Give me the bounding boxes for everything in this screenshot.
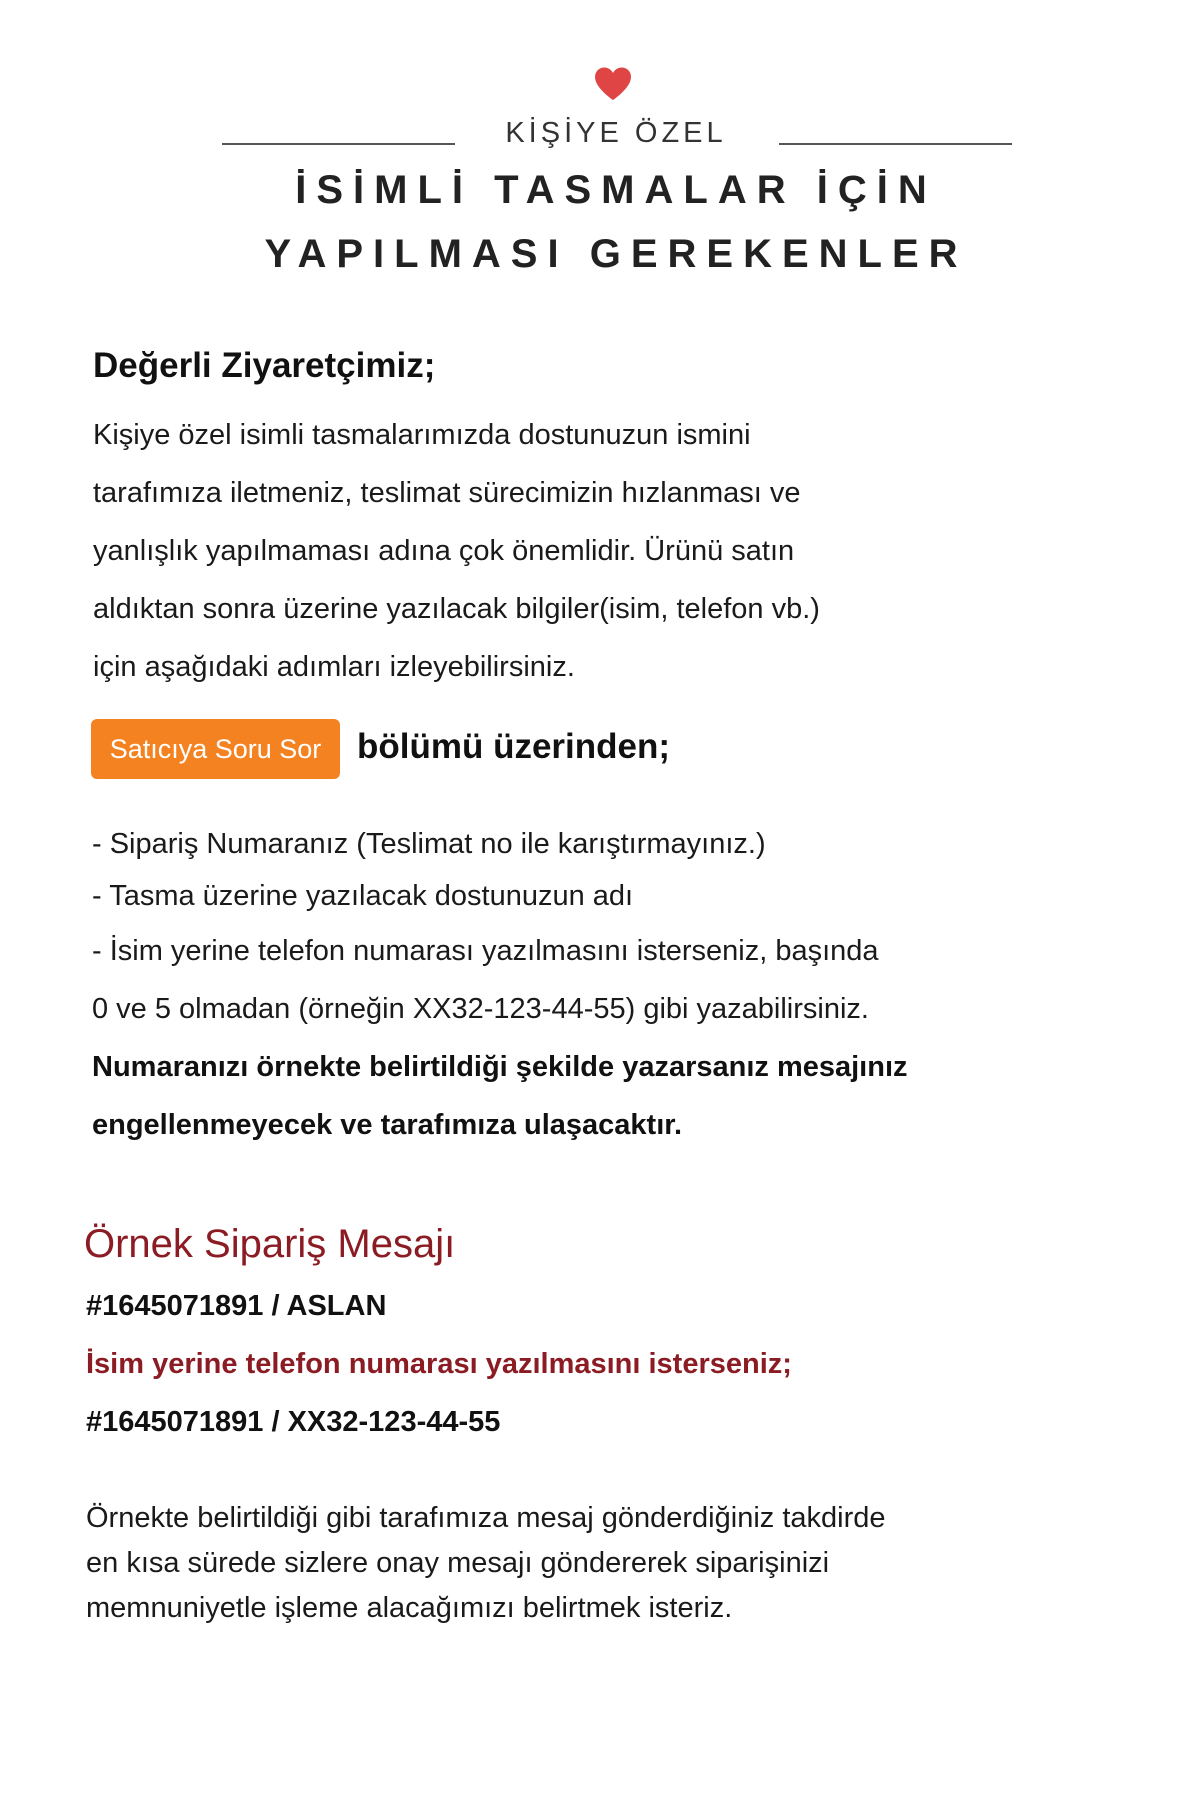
ask-seller-caption: bölümü üzerinden;: [357, 727, 671, 766]
closing-line: memnuniyetle işleme alacağımızı belirtmek isteriz.: [86, 1592, 733, 1624]
intro-line: yanlışlık yapılmaması adına çok önemlidir. Ürünü satın: [93, 535, 795, 567]
intro-line: Kişiye özel isimli tasmalarımızda dostunuzun ismini: [93, 419, 751, 451]
header-eyebrow: KİŞİYE ÖZEL: [505, 117, 727, 149]
warning-line: engellenmeyecek ve tarafımıza ulaşacaktır.: [92, 1109, 683, 1141]
example-phone-note: İsim yerine telefon numarası yazılmasını isterseniz;: [86, 1348, 792, 1380]
page-title-line-1: İSİMLİ TASMALAR İÇİN: [295, 168, 937, 212]
warning-line: Numaranızı örnekte belirtildiği şekilde yazarsanız mesajınız: [92, 1051, 908, 1083]
ask-seller-button[interactable]: Satıcıya Soru Sor: [91, 719, 340, 779]
closing-line: en kısa sürede sizlere onay mesajı göndererek siparişinizi: [86, 1547, 830, 1579]
greeting-heading: Değerli Ziyaretçimiz;: [93, 346, 436, 385]
heart-icon: [593, 66, 633, 102]
intro-line: için aşağıdaki adımları izleyebilirsiniz.: [93, 651, 575, 683]
intro-line: aldıktan sonra üzerine yazılacak bilgiler(isim, telefon vb.): [93, 593, 820, 625]
example-message-phone: #1645071891 / XX32-123-44-55: [86, 1406, 501, 1438]
intro-line: tarafımıza iletmeniz, teslimat sürecimizin hızlanması ve: [93, 477, 801, 509]
example-message-name: #1645071891 / ASLAN: [86, 1290, 387, 1322]
steps-list: [92, 822, 1092, 1158]
list-item: - Sipariş Numaranız (Teslimat no ile karıştırmayınız.): [92, 828, 766, 860]
list-item: 0 ve 5 olmadan (örneğin XX32-123-44-55) gibi yazabilirsiniz.: [92, 993, 869, 1025]
page-title-line-2: YAPILMASI GEREKENLER: [264, 232, 968, 276]
list-item: - İsim yerine telefon numarası yazılmasını isterseniz, başında: [92, 935, 879, 967]
closing-paragraph: [86, 1496, 1086, 1631]
intro-paragraph: [93, 406, 1053, 696]
closing-line: Örnekte belirtildiği gibi tarafımıza mesaj gönderdiğiniz takdirde: [86, 1502, 886, 1534]
list-item: - Tasma üzerine yazılacak dostunuzun adı: [92, 880, 634, 912]
example-heading: Örnek Sipariş Mesajı: [84, 1222, 456, 1266]
